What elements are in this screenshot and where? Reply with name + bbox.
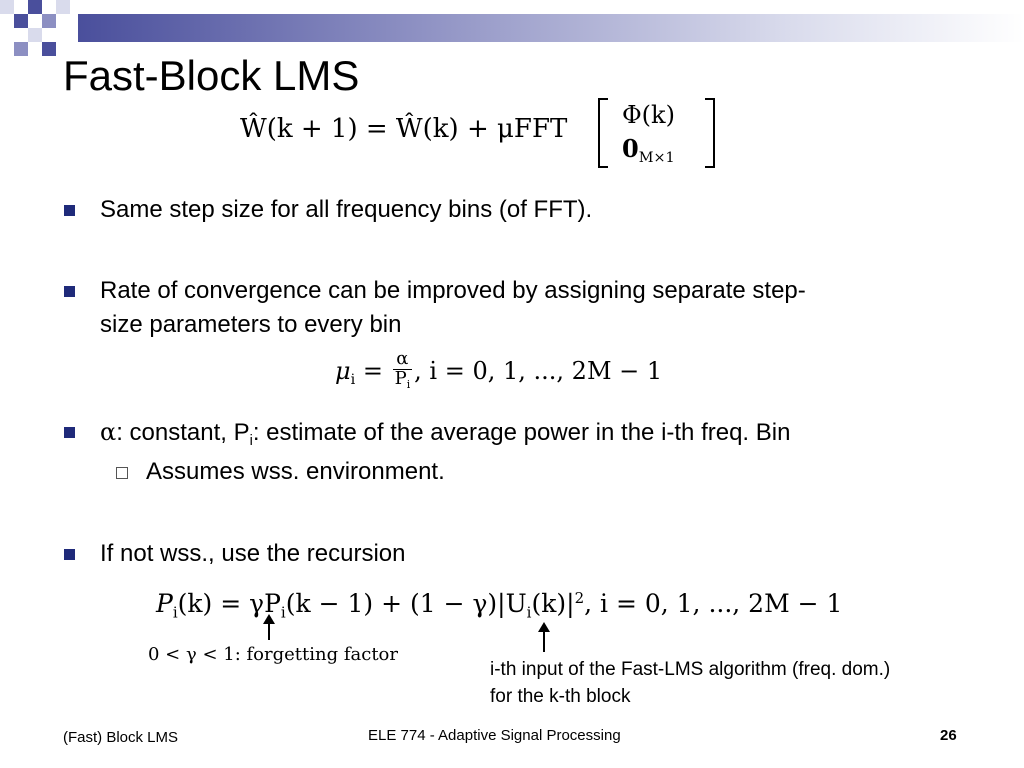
annotation-gamma: 0 < γ < 1: forgetting factor (148, 644, 398, 665)
bullet-marker-1 (64, 205, 75, 216)
arrow-input-shaft (543, 630, 545, 652)
equation-step-size: $\mu_i$ = $\frac{\alpha}{P_i}$ , i = 0, 1, ..., 2M − 1 (335, 350, 662, 399)
corner-square-5 (56, 0, 70, 14)
bullet-text-3: α: constant, $P_i$: estimate of the average power in the i-th freq. Bin (100, 418, 791, 450)
equation-weight-update-lhs: Ŵ(k + 1) = Ŵ(k) + μFFT (240, 114, 568, 144)
corner-square-4 (42, 14, 56, 28)
matrix-left-bracket (598, 98, 608, 168)
slide-title: Fast-Block LMS (63, 52, 360, 99)
matrix-bottom-entry: $0_{M\times 1}$ (622, 134, 675, 167)
equation-weight-update (240, 112, 567, 146)
bullet-text-2-line2: size parameters to every bin (100, 311, 402, 338)
corner-square-2 (14, 14, 28, 28)
matrix-right-bracket (705, 98, 715, 168)
sub-bullet-marker (116, 467, 128, 479)
bullet-marker-2 (64, 286, 75, 297)
sub-bullet-text: Assumes wss. environment. (146, 458, 445, 485)
footer-left: (Fast) Block LMS (63, 729, 179, 746)
step-size-fraction: $\frac{\alpha}{P_i}$ (394, 348, 411, 391)
annotation-input-line1: i-th input of the Fast-LMS algorithm (freq. dom.) (490, 659, 891, 680)
bullet-text-1: Same step size for all frequency bins (of FFT). (100, 196, 593, 223)
bullet-text-4: If not wss., use the recursion (100, 540, 406, 567)
corner-square-7 (14, 42, 28, 56)
bullet-marker-3 (64, 427, 75, 438)
page-number: 26 (940, 727, 957, 744)
bullet-text-2-line1: Rate of convergence can be improved by assigning separate step- (100, 277, 806, 304)
header-gradient-bar (78, 14, 1024, 42)
annotation-input-line2: for the k-th block (490, 686, 631, 707)
equation-power-recursion: $P_i(k) = \gamma P_i(k - 1) + (1 - \gamma)|U_i(k)|^2$, i = 0, 1, ..., 2M − 1 (156, 589, 843, 622)
footer-center: ELE 774 - Adaptive Signal Processing (368, 727, 621, 744)
bullet-marker-4 (64, 549, 75, 560)
corner-square-8 (42, 42, 56, 56)
corner-square-6 (28, 28, 42, 42)
corner-square-3 (28, 0, 42, 14)
corner-square-1 (0, 0, 14, 14)
matrix-top-entry: Φ(k) (622, 101, 675, 129)
arrow-gamma-shaft (268, 622, 270, 640)
